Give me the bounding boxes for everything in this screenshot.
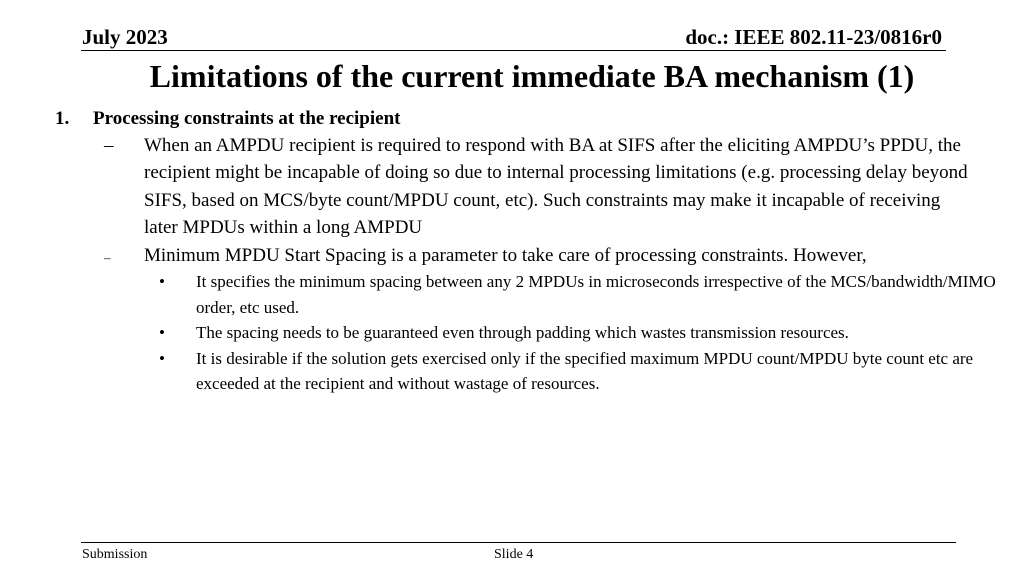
bullet-marker: • [159, 323, 165, 343]
sub-bullet-point [55, 346, 996, 397]
bullet-marker: • [159, 272, 165, 292]
section-number: 1. [55, 108, 70, 129]
dash-marker: – [104, 249, 111, 265]
header-doc-id: doc.: IEEE 802.11-23/0816r0 [685, 25, 942, 49]
bullet-point [55, 132, 974, 242]
section-heading-text: Processing constraints at the recipient [93, 108, 401, 129]
sub-bullet-text: It specifies the minimum spacing between any 2 MPDUs in microseconds irrespective of the MCS/bandwidth/MIMO order, etc used. [196, 272, 996, 317]
slide-title: Limitations of the current immediate BA mechanism (1) [149, 58, 915, 94]
sub-bullet-text: It is desirable if the solution gets exercised only if the specified maximum MPDU count/MPDU byte count etc are exceeded at the recipient and without wastage of resources. [196, 348, 974, 394]
section-heading [55, 106, 995, 132]
bullet-point-text: When an AMPDU recipient is required to respond with BA at SIFS after the eliciting AMPDU’s PPDU, the recipient might be incapable of doing so due to internal processing limitations (e.g. processing delay beyond SIFS, based on MCS/byte count/MPDU count, etc). Such constraints may make it incapable of receiving later MPDUs within a long AMPDU [144, 135, 968, 239]
footer-submission: Submission [82, 547, 148, 562]
header-divider [81, 50, 946, 51]
bullet-point [55, 242, 974, 269]
bullet-marker: • [159, 348, 165, 368]
slide-body [55, 106, 995, 397]
sub-bullet-text: The spacing needs to be guaranteed even through padding which wastes transmission resources. [196, 323, 849, 343]
footer-divider [81, 542, 956, 543]
sub-bullet-point [55, 320, 996, 346]
footer-slide-number: Slide 4 [494, 547, 534, 562]
sub-bullet-point [55, 269, 996, 320]
header-date: July 2023 [82, 25, 168, 49]
dash-marker: – [104, 135, 114, 156]
bullet-point-text: Minimum MPDU Start Spacing is a parameter to take care of processing constraints. However, [144, 244, 867, 266]
